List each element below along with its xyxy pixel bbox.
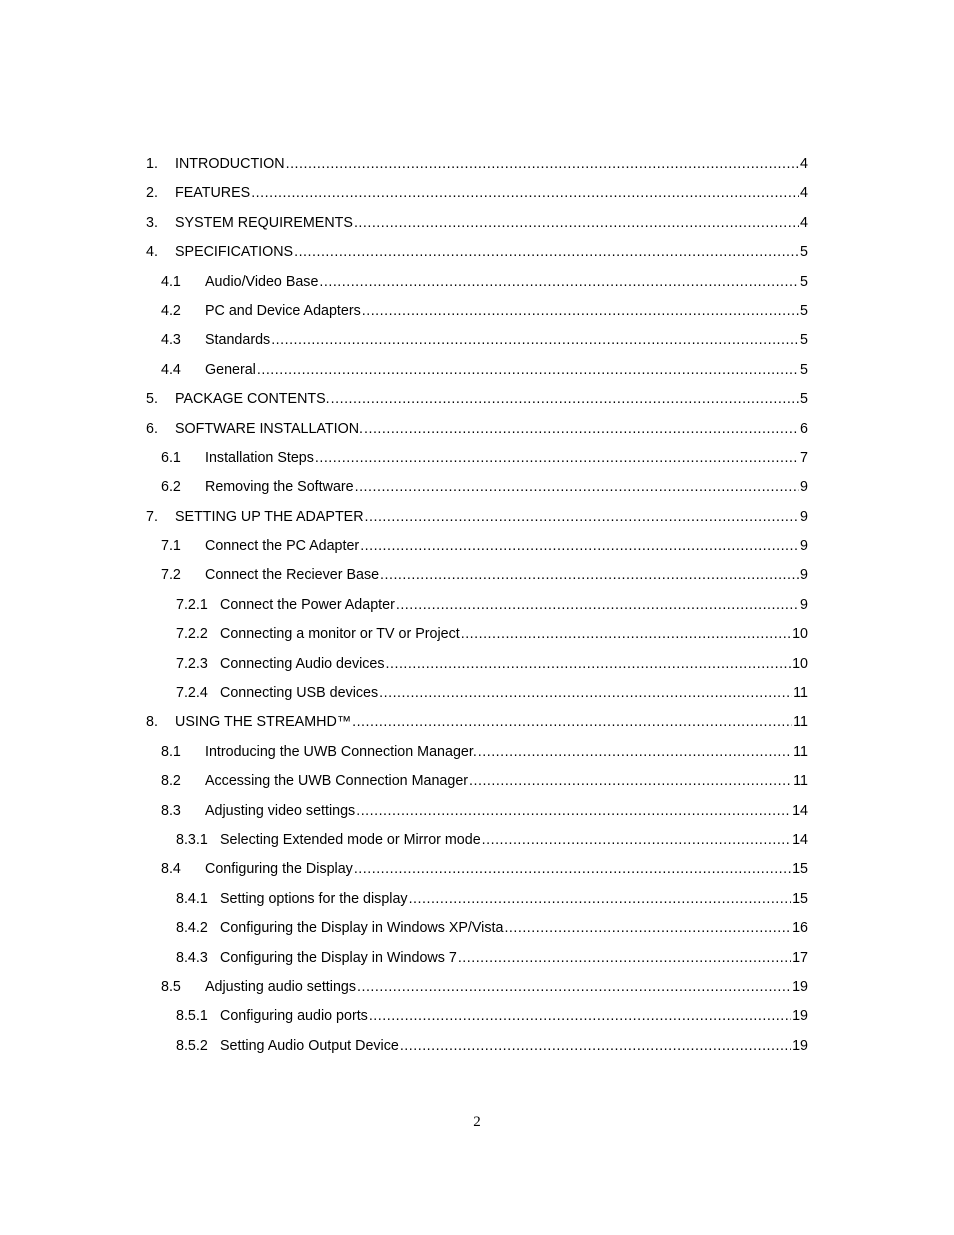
toc-entry-number: 8. — [146, 714, 158, 731]
toc-entry-number: 7.1 — [161, 538, 181, 555]
toc-entry-number: 8.5 — [161, 978, 181, 995]
toc-entry-number: 7.2.4 — [176, 685, 208, 702]
toc-entry[interactable] — [146, 271, 808, 300]
toc-entry-title: Removing the Software — [205, 479, 354, 496]
toc-entry-number: 8.4.2 — [176, 920, 208, 937]
toc-entry-number: 6.2 — [161, 479, 181, 496]
toc-entry[interactable] — [146, 1005, 808, 1034]
toc-entry-page: 5 — [800, 302, 808, 319]
toc-entry-page: 11 — [793, 773, 808, 790]
toc-dot-leader — [362, 300, 799, 322]
toc-dot-leader — [294, 241, 799, 263]
toc-entry-page: 11 — [793, 685, 808, 702]
toc-dot-leader — [360, 535, 799, 557]
toc-entry-title: SETTING UP THE ADAPTER — [175, 508, 364, 525]
toc-entry-number: 8.1 — [161, 743, 181, 760]
toc-dot-leader — [257, 359, 799, 381]
toc-entry-title: SOFTWARE INSTALLATION. — [175, 420, 363, 437]
toc-dot-leader — [365, 506, 800, 528]
toc-entry-title: Installation Steps — [205, 449, 314, 466]
toc-entry-title: Connecting Audio devices — [220, 655, 385, 672]
toc-entry-title: General — [205, 361, 256, 378]
toc-entry-page: 9 — [800, 596, 808, 613]
toc-entry[interactable] — [146, 858, 808, 887]
toc-entry[interactable] — [146, 418, 808, 447]
toc-entry[interactable] — [146, 535, 808, 564]
toc-entry[interactable] — [146, 711, 808, 740]
toc-entry-page: 9 — [800, 508, 808, 525]
toc-dot-leader — [478, 741, 792, 763]
toc-entry[interactable] — [146, 564, 808, 593]
toc-entry-page: 4 — [800, 185, 808, 202]
toc-entry-page: 19 — [792, 978, 808, 995]
toc-dot-leader — [386, 653, 792, 675]
toc-entry-number: 2. — [146, 185, 158, 202]
toc-entry[interactable] — [146, 447, 808, 476]
toc-entry-number: 7.2.2 — [176, 626, 208, 643]
toc-entry[interactable] — [146, 623, 808, 652]
toc-entry-title: PACKAGE CONTENTS. — [175, 391, 330, 408]
toc-entry-title: Connect the Reciever Base — [205, 567, 380, 584]
toc-entry-page: 5 — [800, 391, 808, 408]
toc-entry[interactable] — [146, 682, 808, 711]
toc-entry-page: 5 — [800, 361, 808, 378]
toc-entry-page: 9 — [800, 538, 808, 555]
toc-dot-leader — [357, 976, 791, 998]
toc-entry-number: 7.2.1 — [176, 596, 208, 613]
toc-entry-title: Setting Audio Output Device — [220, 1037, 399, 1054]
toc-entry-title: Adjusting audio settings — [205, 978, 357, 995]
toc-entry-number: 4.1 — [161, 273, 181, 290]
toc-entry[interactable] — [146, 153, 808, 182]
toc-entry[interactable] — [146, 359, 808, 388]
toc-entry-number: 1. — [146, 156, 158, 172]
toc-dot-leader — [352, 711, 792, 733]
toc-entry[interactable] — [146, 976, 808, 1005]
toc-entry-page: 10 — [792, 626, 808, 643]
toc-entry-page: 11 — [793, 714, 808, 731]
toc-dot-leader — [409, 888, 792, 910]
toc-entry-title: Connect the Power Adapter — [220, 596, 395, 613]
toc-dot-leader — [251, 182, 799, 204]
toc-entry-page: 5 — [800, 273, 808, 290]
toc-dot-leader — [396, 594, 799, 616]
toc-entry[interactable] — [146, 241, 808, 270]
toc-dot-leader — [354, 858, 791, 880]
toc-entry-title: FEATURES — [175, 185, 251, 202]
toc-entry-number: 7.2.3 — [176, 655, 208, 672]
toc-entry-title: Accessing the UWB Connection Manager — [205, 773, 469, 790]
toc-entry-page: 10 — [792, 655, 808, 672]
toc-dot-leader — [356, 800, 791, 822]
toc-entry-page: 14 — [792, 831, 808, 848]
toc-entry-title: USING THE STREAMHD™ — [175, 714, 352, 731]
toc-entry-title: Adjusting video settings — [205, 802, 356, 819]
toc-entry-page: 19 — [792, 1037, 808, 1054]
toc-dot-leader — [469, 770, 792, 792]
toc-entry-number: 3. — [146, 214, 158, 231]
toc-entry-title: Setting options for the display — [220, 890, 408, 907]
toc-entry[interactable] — [146, 829, 808, 858]
toc-dot-leader — [461, 623, 791, 645]
toc-entry[interactable] — [146, 388, 808, 417]
toc-entry-number: 8.4 — [161, 861, 181, 878]
toc-entry-number: 7.2 — [161, 567, 181, 584]
toc-dot-leader — [482, 829, 791, 851]
toc-entry-number: 8.4.3 — [176, 949, 208, 966]
toc-entry[interactable] — [146, 917, 808, 946]
toc-dot-leader — [369, 1005, 791, 1027]
toc-entry[interactable] — [146, 300, 808, 329]
toc-entry-page: 15 — [792, 890, 808, 907]
toc-entry[interactable] — [146, 888, 808, 917]
toc-entry-number: 4. — [146, 244, 158, 261]
toc-entry-title: Selecting Extended mode or Mirror mode — [220, 831, 481, 848]
toc-entry-title: INTRODUCTION — [175, 156, 285, 172]
toc-entry-title: Connecting a monitor or TV or Project — [220, 626, 460, 643]
toc-entry-title: Configuring the Display — [205, 861, 353, 878]
toc-entry-page: 17 — [792, 949, 808, 966]
toc-entry[interactable] — [146, 947, 808, 976]
toc-entry[interactable] — [146, 182, 808, 211]
toc-entry-title: Audio/Video Base — [205, 273, 319, 290]
toc-entry-number: 8.3 — [161, 802, 181, 819]
toc-entry-number: 4.2 — [161, 302, 181, 319]
page-number: 2 — [473, 1114, 481, 1130]
toc-entry[interactable] — [146, 653, 808, 682]
toc-entry-title: Configuring audio ports — [220, 1008, 368, 1025]
toc-dot-leader — [458, 947, 791, 969]
toc-entry[interactable] — [146, 506, 808, 535]
toc-entry[interactable] — [146, 212, 808, 241]
toc-entry-page: 4 — [800, 156, 808, 172]
toc-entry-number: 7. — [146, 508, 158, 525]
toc-dot-leader — [354, 212, 799, 234]
toc-entry-number: 5. — [146, 391, 158, 408]
toc-entry-title: Introducing the UWB Connection Manager. — [205, 743, 477, 760]
toc-dot-leader — [379, 682, 792, 704]
toc-entry-page: 15 — [792, 861, 808, 878]
toc-dot-leader — [380, 564, 799, 586]
toc-entry[interactable] — [146, 329, 808, 358]
toc-dot-leader — [364, 418, 799, 440]
toc-entry-number: 4.3 — [161, 332, 181, 349]
toc-dot-leader — [400, 1035, 791, 1057]
toc-entry-page: 9 — [800, 479, 808, 496]
toc-dot-leader — [286, 153, 799, 175]
toc-dot-leader — [271, 329, 799, 351]
toc-entry-title: Configuring the Display in Windows 7 — [220, 949, 457, 966]
toc-dot-leader — [504, 917, 791, 939]
toc-entry-page: 19 — [792, 1008, 808, 1025]
toc-entry[interactable] — [146, 770, 808, 799]
toc-entry-title: SYSTEM REQUIREMENTS — [175, 214, 353, 231]
toc-entry-page: 5 — [800, 332, 808, 349]
toc-entry-title: Standards — [205, 332, 271, 349]
toc-entry-number: 8.2 — [161, 773, 181, 790]
toc-entry-page: 14 — [792, 802, 808, 819]
toc-dot-leader — [319, 271, 799, 293]
toc-entry-title: Connect the PC Adapter — [205, 538, 360, 555]
toc-entry-title: PC and Device Adapters — [205, 302, 361, 319]
toc-entry-title: SPECIFICATIONS — [175, 244, 294, 261]
toc-entry-page: 4 — [800, 214, 808, 231]
toc-entry-title: Connecting USB devices — [220, 685, 379, 702]
toc-entry[interactable] — [146, 594, 808, 623]
toc-entry-title: Configuring the Display in Windows XP/Vista — [220, 920, 504, 937]
toc-entry-number: 8.3.1 — [176, 831, 208, 848]
toc-entry-number: 4.4 — [161, 361, 181, 378]
toc-dot-leader — [331, 388, 799, 410]
toc-entry[interactable] — [146, 1035, 808, 1064]
toc-entry-number: 8.5.2 — [176, 1037, 208, 1054]
toc-dot-leader — [355, 476, 799, 498]
toc-entry-number: 6. — [146, 420, 158, 437]
toc-dot-leader — [315, 447, 799, 469]
toc-entry-page: 9 — [800, 567, 808, 584]
toc-entry-page: 6 — [800, 420, 808, 437]
toc-entry-page: 16 — [792, 920, 808, 937]
table-of-contents — [146, 153, 808, 1064]
toc-entry[interactable] — [146, 800, 808, 829]
toc-entry-page: 11 — [793, 743, 808, 760]
toc-entry-number: 8.5.1 — [176, 1008, 208, 1025]
toc-entry-number: 8.4.1 — [176, 890, 208, 907]
toc-entry-page: 5 — [800, 244, 808, 261]
toc-entry-number: 6.1 — [161, 449, 181, 466]
toc-entry[interactable] — [146, 476, 808, 505]
toc-entry[interactable] — [146, 741, 808, 770]
toc-entry-page: 7 — [800, 449, 808, 466]
